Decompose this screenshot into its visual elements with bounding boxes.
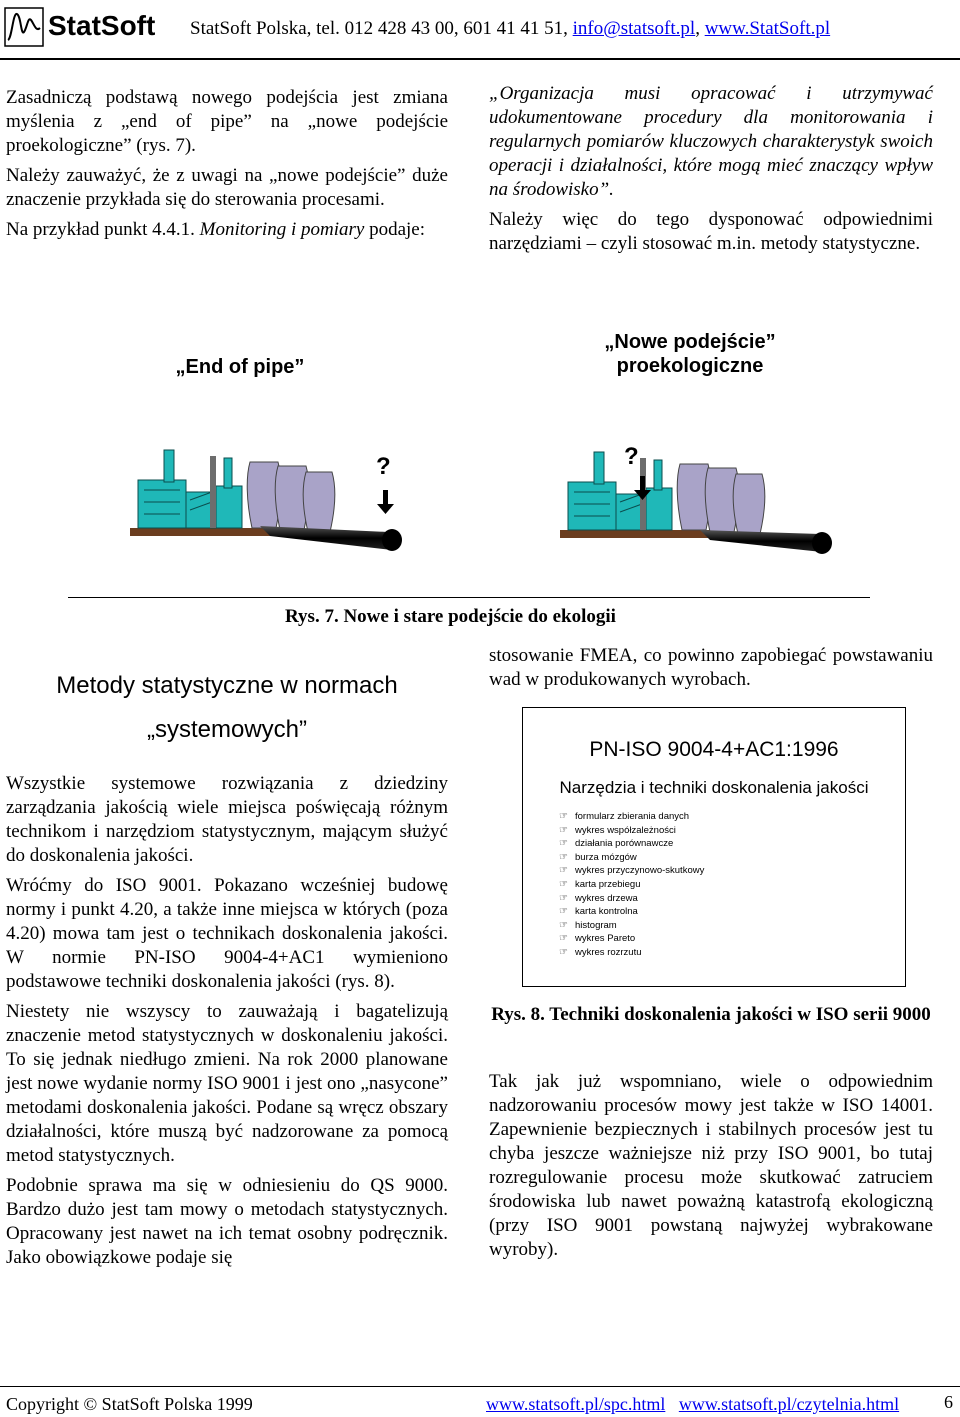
tools-list-label: działania porównawcze <box>575 838 674 850</box>
paragraph: Podobnie sprawa ma się w odniesieniu do QS 9000. Bardzo dużo jest tam mowy o metodach statystycznych. Opracowany jest nawet na ich temat osobny podręcznik. Jako obowiązkowe podaje się <box>6 1175 448 1268</box>
header-contact <box>190 18 830 40</box>
factory-right <box>560 452 765 538</box>
tools-list-label: karta przebiegu <box>575 878 641 890</box>
tools-list-item <box>559 810 889 824</box>
tools-list-label: burza mózgów <box>575 851 637 863</box>
pointing-hand-icon: ☞ <box>559 878 568 890</box>
text-run-italic: Monitoring i pomiary <box>199 219 365 240</box>
pointing-hand-icon: ☞ <box>559 811 568 822</box>
tools-list-item <box>559 919 889 933</box>
section-title-line: Metody statystyczne w normach <box>56 672 398 699</box>
tools-list-label: wykres rozrzutu <box>575 946 642 958</box>
caption-label: Rys. 8. <box>491 1004 545 1025</box>
tools-list-label: wykres Pareto <box>575 933 636 945</box>
tools-list-item <box>559 878 889 892</box>
brand-name: StatSoft <box>48 10 156 41</box>
footer-divider <box>0 1386 960 1387</box>
tools-list-label: histogram <box>575 919 617 931</box>
section-title <box>6 664 448 752</box>
paragraph <box>6 218 448 242</box>
tools-list-item <box>559 905 889 919</box>
spc-link[interactable]: www.statsoft.pl/spc.html <box>486 1394 666 1414</box>
website-link[interactable]: www.StatSoft.pl <box>704 18 831 39</box>
tools-list-label: wykres współzależności <box>575 824 676 836</box>
header-divider <box>0 58 960 60</box>
tools-list-item <box>559 864 889 878</box>
pointing-hand-icon: ☞ <box>559 906 568 918</box>
pointing-hand-icon: ☞ <box>559 933 568 945</box>
contact-text: StatSoft Polska, tel. 012 428 43 00, 601 41 41 51, <box>190 18 573 39</box>
intro-column-left <box>6 86 448 248</box>
title-line: proekologiczne <box>616 355 764 377</box>
page-number: 6 <box>944 1392 953 1412</box>
paragraph: Wszystkie systemowe rozwiązania z dziedziny zarządzania jakością wiele miejsca poświęcają różnym technikom i narzędziom statystycznym, mającym służyć do doskonalenia jakości. <box>6 773 448 866</box>
paragraph: stosowanie FMEA, co powinno zapobiegać powstawaniu wad w produkowanych wyrobach. <box>489 645 933 690</box>
box-title: PN-ISO 9004-4+AC1:1996 <box>589 738 839 761</box>
footer-copyright: Copyright © StatSoft Polska 1999 <box>6 1394 253 1414</box>
footer-links <box>486 1394 899 1415</box>
page-header <box>0 0 960 58</box>
figure-title-new-approach <box>580 330 800 378</box>
pointing-hand-icon: ☞ <box>559 919 568 931</box>
question-mark-left: ? <box>376 453 391 480</box>
section-title-line: „systemowych” <box>146 716 308 743</box>
paragraph: Niestety nie wszyscy to zauważają i bagatelizują znaczenie metod statystycznych w doskonaleniu jakości. To się jednak niedługo zmieni. Na rok 2000 planowane jest nowe wydanie normy ISO 9001 i jest ono „nasycone” metodami doskonalenia jakości. Podane są wręcz obszary działalności, które muszą być nadzorowane za pomocą metod statystycznych. <box>6 1001 448 1166</box>
contact-separator: , <box>695 18 705 39</box>
email-link[interactable]: info@statsoft.pl <box>572 18 696 39</box>
paragraph: Należy więc do tego dysponować odpowiednimi narzędziami – czyli stosować m.in. metody statystyczne. <box>489 209 933 254</box>
reading-room-link[interactable]: www.statsoft.pl/czytelnia.html <box>678 1394 900 1414</box>
arrow-left <box>377 490 394 514</box>
figure-caption-8 <box>489 1003 933 1027</box>
pointing-hand-icon: ☞ <box>559 851 568 863</box>
tools-list-label: formularz zbierania danych <box>575 811 690 822</box>
pointing-hand-icon: ☞ <box>559 865 568 877</box>
paragraph: Należy zauważyć, że z uwagi na „nowe podejście” duże znaczenie przykłada się do sterowania procesami. <box>6 165 448 210</box>
factory-left <box>130 450 335 536</box>
text-run: podaje: <box>364 219 426 240</box>
caption-text: Nowe i stare podejście do ekologii <box>338 606 616 627</box>
paragraph: Wróćmy do ISO 9001. Pokazano wcześniej budowę normy i punkt 4.20, a także inne miejsca w których (poza 4.20) mowa tam jest o technikach doskonalenia jakości. W normie PN-ISO 9004-4+AC1 wymieniono podstawowe techniki doskonalenia jakości (rys. 8). <box>6 875 448 992</box>
intro-column-right <box>489 82 933 262</box>
body-column-right-bottom <box>489 1070 933 1268</box>
question-mark-right: ? <box>624 443 639 470</box>
ecology-approach-illustration <box>120 440 840 590</box>
paragraph: Tak jak już wspomniano, wiele o odpowiednim nadzorowaniu procesów mowy jest także w ISO 14001. Zapewnienie bezpiecznych i stabilnych procesów jest tu chyba jeszcze ważniejsze niż przy ISO 9001, bo tutaj rozregulowanie procesu może skutkować zatruciem środowiska lub nawet poważną katastrofą ekologiczną (przy ISO 9001 powstaną najwyżej wybrakowane wyroby). <box>489 1071 933 1260</box>
pointing-hand-icon: ☞ <box>559 892 568 904</box>
caption-label: Rys. 7. <box>285 606 339 627</box>
figure-caption-7 <box>285 606 685 628</box>
text-run: Na przykład punkt 4.4.1. <box>6 219 200 240</box>
figure-title-end-of-pipe: „End of pipe” <box>175 356 305 378</box>
paragraph: Zasadniczą podstawą nowego podejścia jest zmiana myślenia z „end of pipe” na „nowe podejście proekologiczne” (rys. 7). <box>6 87 448 156</box>
figure-divider <box>68 597 870 598</box>
pipe-right <box>700 530 832 554</box>
body-column-left <box>6 772 448 1276</box>
box-subtitle: Narzędzia i techniki doskonalenia jakości <box>559 778 869 797</box>
quote-paragraph: „Organizacja musi opracować i utrzymywać udokumentowane procedury dla monitorowania i regularnych pomiarów kluczowych charakterystyk swoich operacji i działalności, które mogą mieć znaczący wpływ na środowisko”. <box>489 83 933 200</box>
title-line: „Nowe podejście” <box>604 331 776 353</box>
tools-list-label: wykres przyczynowo-skutkowy <box>575 865 705 877</box>
pipe-left <box>260 526 402 551</box>
tools-list-item <box>559 946 889 960</box>
caption-text: Techniki doskonalenia jakości w ISO serii 9000 <box>544 1004 931 1025</box>
tools-list-label: wykres drzewa <box>575 892 638 904</box>
pointing-hand-icon: ☞ <box>559 946 568 958</box>
tools-list <box>559 810 889 960</box>
tools-list-label: karta kontrolna <box>575 906 638 918</box>
quality-tools-box <box>522 707 906 987</box>
tools-list-item <box>559 932 889 946</box>
tools-list-item <box>559 824 889 838</box>
tools-list-item <box>559 892 889 906</box>
pointing-hand-icon: ☞ <box>559 838 568 850</box>
body-column-right-top <box>489 644 933 698</box>
tools-list-item <box>559 837 889 851</box>
tools-list-item <box>559 851 889 865</box>
pointing-hand-icon: ☞ <box>559 824 568 836</box>
